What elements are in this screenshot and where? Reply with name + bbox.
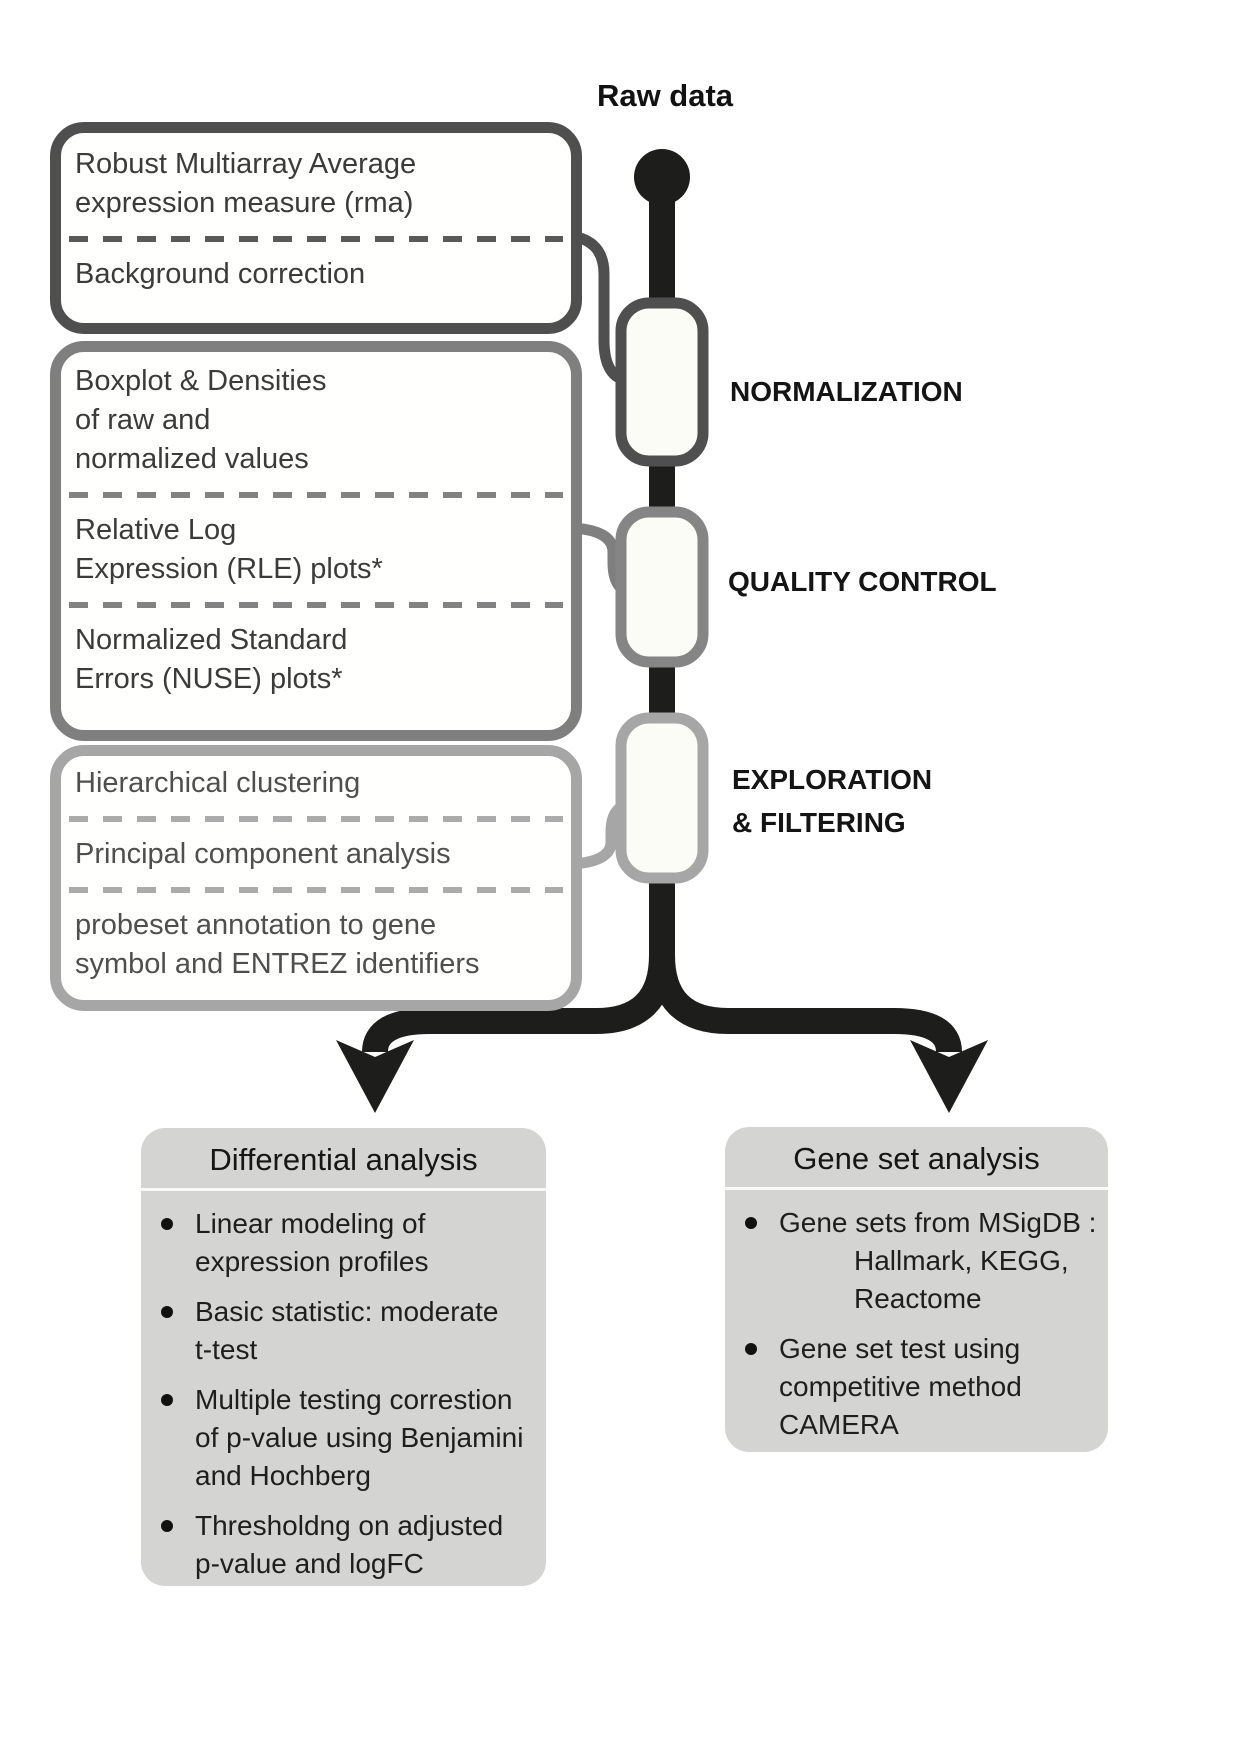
dashed-separator — [69, 816, 563, 822]
bullet-line: Basic statistic: moderate — [195, 1296, 499, 1327]
step-line: normalized values — [75, 443, 309, 475]
bullet-icon — [745, 1204, 779, 1318]
bullet-line: Gene set test using — [779, 1333, 1021, 1364]
stage-label-line: EXPLORATION — [732, 764, 933, 795]
panel-title: Gene set analysis — [725, 1127, 1108, 1190]
stage-label-quality-control: QUALITY CONTROL — [728, 566, 997, 597]
bullet-line: p-value and logFC — [195, 1548, 424, 1579]
station-normalization — [621, 303, 703, 461]
list-item — [745, 1330, 1102, 1444]
step-box-exploration-filtering — [50, 745, 582, 1011]
bullet-line: Linear modeling of — [195, 1208, 426, 1239]
bullet-icon — [161, 1205, 195, 1281]
dashed-separator — [69, 887, 563, 893]
step-line: Hierarchical clustering — [75, 767, 361, 799]
bullet-line: t-test — [195, 1334, 258, 1365]
bullet-icon — [161, 1293, 195, 1369]
bullet-line: and Hochberg — [195, 1460, 371, 1491]
step-line: expression measure (rma) — [75, 187, 414, 219]
bullet-line: Thresholdng on adjusted — [195, 1510, 504, 1541]
step-text — [61, 756, 571, 803]
step-line: Background correction — [75, 258, 366, 290]
panel-title: Differential analysis — [141, 1128, 546, 1191]
bullet-line: Gene sets from MSigDB : — [779, 1207, 1097, 1238]
step-line: Relative Log — [75, 514, 237, 546]
step-line: Errors (NUSE) plots* — [75, 663, 343, 695]
bullet-list — [141, 1191, 546, 1583]
bullet-line: Hallmark, KEGG, — [854, 1245, 1069, 1276]
step-line: Robust Multiarray Average — [75, 148, 417, 180]
step-text — [61, 352, 571, 479]
bullet-line: expression profiles — [195, 1246, 429, 1277]
step-text — [61, 133, 571, 223]
station-quality — [621, 512, 703, 662]
step-text — [61, 255, 571, 294]
step-line: Principal component analysis — [75, 838, 451, 870]
bullet-line: CAMERA — [779, 1409, 899, 1440]
step-line: Normalized Standard — [75, 624, 348, 656]
bullet-line: of p-value using Benjamini — [195, 1422, 524, 1453]
bullet-line: Reactome — [854, 1283, 982, 1314]
stage-label-line: & FILTERING — [732, 807, 906, 838]
step-text — [61, 835, 571, 874]
step-box-normalization — [50, 122, 582, 334]
dashed-separator — [69, 236, 563, 242]
list-item — [161, 1381, 540, 1495]
step-line: symbol and ENTREZ identifiers — [75, 948, 480, 980]
station-exploration — [621, 718, 703, 878]
step-text — [61, 906, 571, 984]
step-box-quality-control — [50, 341, 582, 741]
dashed-separator — [69, 492, 563, 498]
step-text — [61, 621, 571, 699]
bullet-line: competitive method — [779, 1371, 1022, 1402]
list-item — [161, 1293, 540, 1369]
step-line: probeset annotation to gene — [75, 909, 437, 941]
panel-differential-analysis — [141, 1128, 546, 1586]
bullet-list — [725, 1190, 1108, 1444]
step-line: Expression (RLE) plots* — [75, 553, 383, 585]
step-line: of raw and — [75, 404, 211, 436]
list-item — [161, 1507, 540, 1583]
fork-branch-right — [662, 930, 949, 1052]
step-text — [61, 511, 571, 589]
dashed-separator — [69, 602, 563, 608]
panel-gene-set-analysis — [725, 1127, 1108, 1452]
bullet-icon — [745, 1330, 779, 1444]
raw-data-label: Raw data — [596, 78, 734, 113]
step-line: Boxplot & Densities — [75, 365, 327, 397]
list-item — [161, 1205, 540, 1281]
stage-label-exploration-filtering — [732, 758, 932, 844]
list-item — [745, 1204, 1102, 1318]
bullet-line: Multiple testing correstion — [195, 1384, 513, 1415]
bullet-icon — [161, 1381, 195, 1495]
stage-label-normalization: NORMALIZATION — [730, 376, 963, 407]
bullet-icon — [161, 1507, 195, 1583]
